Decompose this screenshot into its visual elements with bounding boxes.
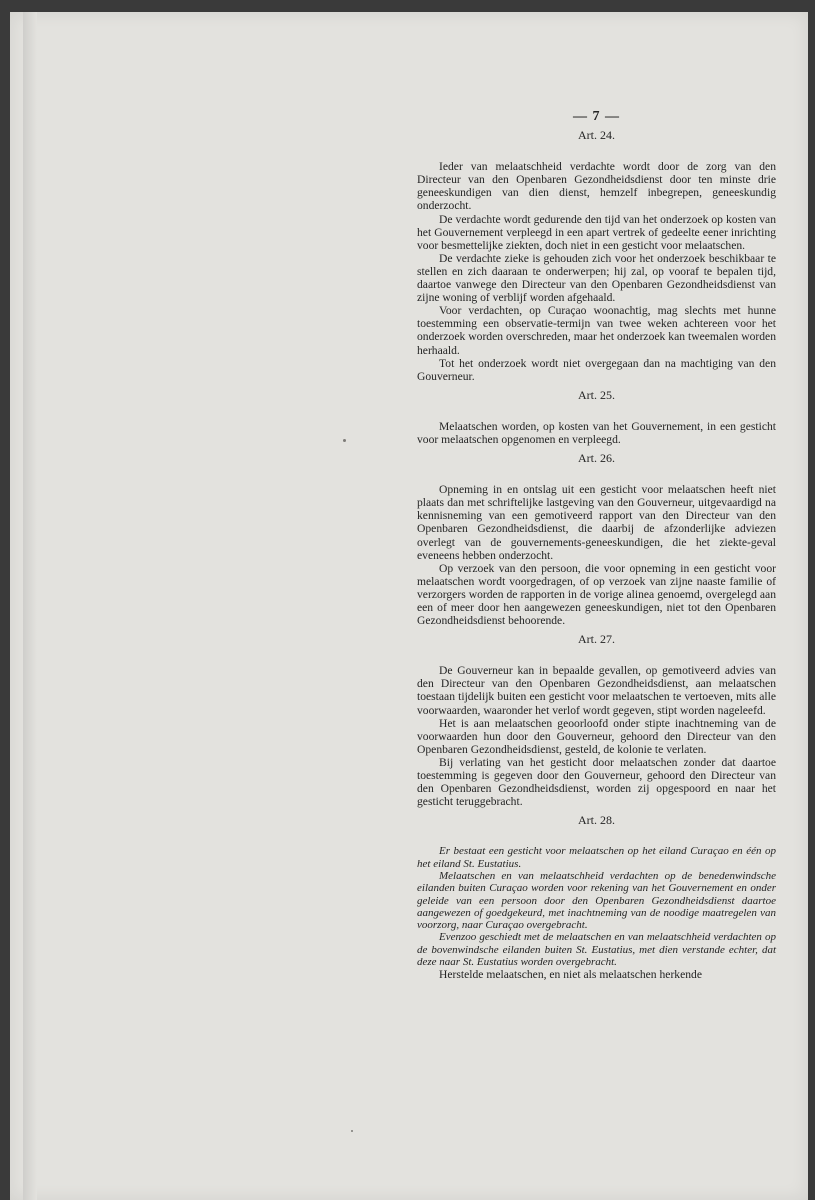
article-paragraph: Tot het onderzoek wordt niet overgegaan dan na machtiging van den Gouverneur. [417,356,776,383]
article-italic-paragraph: Evenzoo geschiedt met de melaatschen en van melaatschheid verdachten op de bovenwindsche eilanden buiten St. Eustatius, met dien verstande echter, dat deze naar St. Eustatius worden overgebracht. [417,931,776,969]
article-heading: Art. 27. [578,632,615,647]
article-heading: Art. 28. [578,813,615,828]
article-paragraph: De Gouverneur kan in bepaalde gevallen, op gemotiveerd advies van den Directeur van den Openbaren Gezondheidsdienst, aan melaatschen toestaan tijdelijk buiten een gesticht voor melaatschen te vertoeven, mits alle voorwaarden, waaronder het verlof wordt gegeven, stipt worden nageleefd. [417,664,776,717]
article-paragraph: Ieder van melaatschheid verdachte wordt door de zorg van den Directeur van den Openbaren Gezondheidsdienst door ten minste drie geneeskundigen van dien dienst, hemzelf inbegrepen, geneeskundig onderzocht. [417,160,776,213]
paper-speck [351,1130,353,1132]
paper-speck [343,439,346,442]
article-paragraph: Opneming in en ontslag uit een gesticht voor melaatschen heeft niet plaats dan met schriftelijke lastgeving van den Gouverneur, uitgevaardigd na kennisneming van een gemotiveerd rapport van den Directeur van den Openbaren Gezondheidsdienst, die daarbij de afzonderlijke adviezen overlegt van de gouvernements-geneeskundigen, die het ziekte-geval eveneens hebben onderzocht. [417,483,776,562]
article-paragraph: Op verzoek van den persoon, die voor opneming in een gesticht voor melaatschen wordt voorgedragen, of op verzoek van zijne naaste familie of verzorgers worden de rapporten in de vorige alinea genoemd, overgelegd aan een of meer door hen aangewezen geneeskundigen, niet tot den Openbaren Gezondheidsdienst behoorende. [417,561,776,628]
article-25 [417,389,776,446]
document-page [10,12,808,1200]
article-heading: Art. 24. [578,128,615,143]
article-paragraph: Bij verlating van het gesticht door melaatschen zonder dat daartoe toestemming is gegeven door den Gouverneur, gehoord den Directeur van den Openbaren Gezondheidsdienst, worden zij opgespoord en naar het gesticht teruggebracht. [417,755,776,809]
page-number: — 7 — [573,109,620,124]
article-paragraph: Voor verdachten, op Curaçao woonachtig, mag slechts met hunne toestemming een observatie-termijn van twee weken achtereen voor het onderzoek worden overschreden, maar het onderzoek kan tweemalen worden herhaald. [417,304,776,357]
page-fold-shadow [23,12,37,1200]
article-italic-paragraph: Melaatschen en van melaatschheid verdachten op de benedenwindsche eilanden buiten Curaçao worden voor rekening van het Gouvernement en onder geleide van een persoon door den Openbaren Gezondheidsdienst daartoe aangewezen of goedgekeurd, met inachtneming van de noodige maatregelen van voorzorg, naar Curaçao overgebracht. [417,870,776,932]
article-paragraph: Het is aan melaatschen geoorloofd onder stipte inachtneming van de voorwaarden hun door den Gouverneur, gehoord den Directeur van den Openbaren Gezondheidsdienst, gesteld, de kolonie te verlaten. [417,716,776,756]
article-paragraph: De verdachte zieke is gehouden zich voor het onderzoek beschikbaar te stellen en zich daaraan te onderwerpen; hij zal, op vooraf te bepalen tijd, daartoe vanwege den Directeur van den Openbaren Gezondheidsdienst van zijne woning of verblijf worden afgehaald. [417,251,776,305]
text-column [417,104,776,981]
article-24 [417,129,776,383]
article-paragraph: De verdachte wordt gedurende den tijd van het onderzoek op kosten van het Gouvernement verpleegd in een apart vertrek of gedeelte eener inrichting voor besmettelijke ziekten, doch niet in een gesticht voor melaatschen. [417,212,776,252]
article-heading: Art. 25. [578,387,615,402]
article-28 [417,814,776,981]
article-26 [417,452,776,627]
article-heading: Art. 26. [578,451,615,466]
article-paragraph: Melaatschen worden, op kosten van het Gouvernement, in een gesticht voor melaatschen opgenomen en verpleegd. [417,419,776,446]
article-italic-paragraph: Er bestaat een gesticht voor melaatschen op het eiland Curaçao en één op het eiland St. Eustatius. [417,845,776,870]
article-27 [417,633,776,808]
article-paragraph: Herstelde melaatschen, en niet als melaatschen herkende [439,968,702,982]
